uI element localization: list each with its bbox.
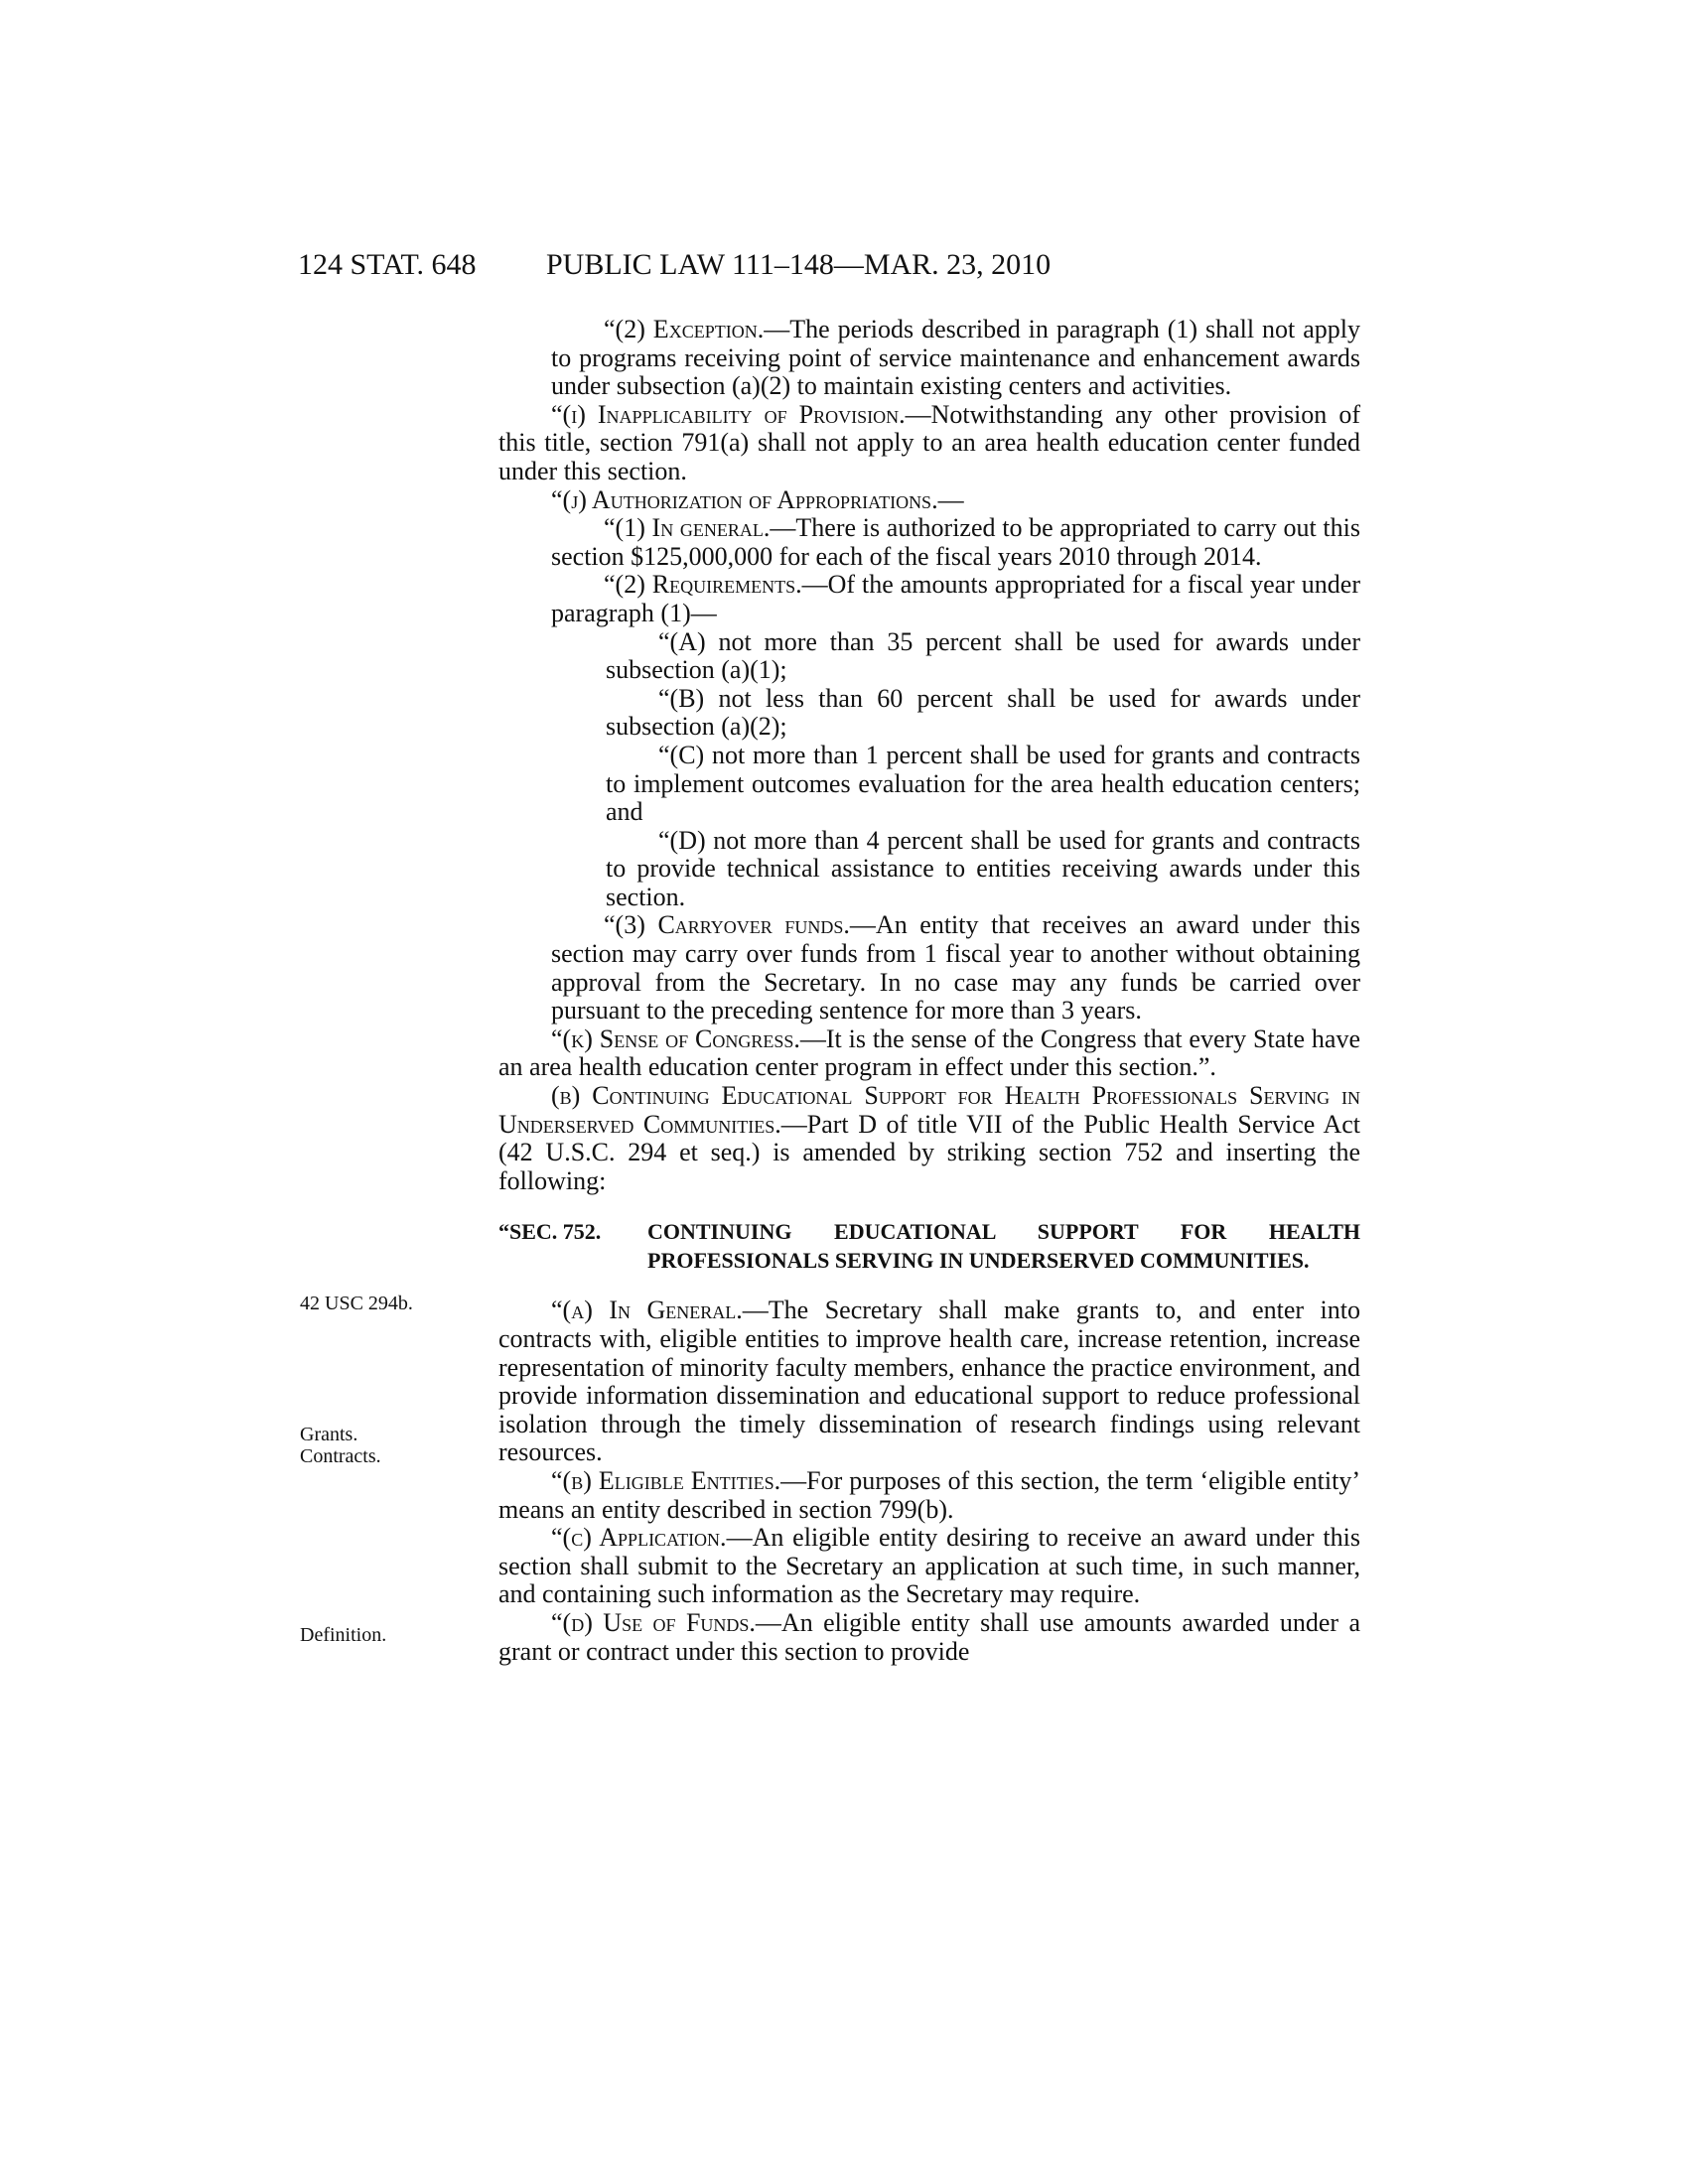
text-run: —: [937, 484, 964, 514]
section-title: CONTINUING EDUCATIONAL SUPPORT FOR HEALTH PROFESSIONALS SERVING IN UNDERSERVED COMMUNITIES.: [647, 1219, 1360, 1274]
text-run: —The Secretary shall make grants to, and enter into contracts with, eligible entities to improve health care, increase retention, increase representation of minority faculty members, enhance the practice environment, and provide information dissemination and educational support to reduce professional isolation through the timely dissemination of research findings using relevant resources.: [498, 1296, 1360, 1467]
heading-run: “(2) Requirements.: [604, 570, 802, 600]
margin-note-contracts: Contracts.: [300, 1445, 381, 1467]
heading-run: “(i) Inapplicability of Provision.: [551, 399, 906, 429]
text-run: —It is the sense of the Congress that every State have an area health education center program in effect under this section.”.: [498, 1024, 1361, 1082]
text-run: —The periods described in paragraph (1) shall not apply to programs receiving point of service maintenance and enhancement awards under subsection (a)(2) to maintain existing centers and activities.: [551, 315, 1360, 401]
paragraph-k: [498, 1025, 1360, 1082]
text-run: —An eligible entity desiring to receive an award under this section shall submit to the Secretary an application at such time, in such manner, and containing such information as the Secretary may require.: [498, 1523, 1360, 1609]
heading-run: “(a) In General.: [551, 1296, 743, 1325]
text-run: —Of the amounts appropriated for a fiscal year under paragraph (1)—: [551, 570, 1360, 627]
page-number: 124 STAT. 648: [298, 248, 477, 281]
text-run: —An eligible entity shall use amounts awarded under a grant or contract under this section to provide: [498, 1607, 1361, 1666]
paragraph-j1: [551, 514, 1360, 571]
heading-run: “(b) Eligible Entities.: [551, 1465, 781, 1495]
heading-run: “(k) Sense of Congress.: [551, 1024, 800, 1053]
heading-run: “(c) Application.: [551, 1523, 727, 1553]
text-run: —For purposes of this section, the term ‘eligible entity’ means an entity described in section 799(b).: [498, 1465, 1360, 1524]
paragraph-jD: “(D) not more than 4 percent shall be used for grants and contracts to provide technical assistance to entities receiving awards under this section.: [606, 825, 1360, 911]
text-run: —There is authorized to be appropriated to carry out this section $125,000,000 for each of the fiscal years 2010 through 2014.: [551, 513, 1360, 571]
paragraph-b2: [498, 1467, 1360, 1524]
paragraph-jA: “(A) not more than 35 percent shall be used for awards under subsection (a)(1);: [606, 626, 1360, 685]
paragraph-jB: “(B) not less than 60 percent shall be used for awards under subsection (a)(2);: [606, 683, 1360, 742]
text-run: —Part D of title VII of the Public Health Service Act (42 U.S.C. 294 et seq.) is amended by striking section 752 and inserting the following:: [498, 1109, 1360, 1195]
paragraph-a: [498, 1297, 1360, 1467]
heading-run: (b) Continuing Educational Support for Health Professionals Serving in Underserved Communities.: [498, 1081, 1360, 1139]
heading-run: “(1) In general.: [604, 513, 771, 543]
document-body: [498, 316, 1360, 1666]
heading-run: “(d) Use of Funds.: [551, 1607, 756, 1637]
text-run: —Notwithstanding any other provision of this title, section 791(a) shall not apply to an area health education center funded under this section.: [498, 399, 1360, 485]
paragraph-d: [498, 1609, 1360, 1666]
paragraph-i: [498, 401, 1360, 486]
page-header: [298, 248, 1360, 288]
paragraph-j: [498, 486, 1360, 515]
paragraph-c: [498, 1524, 1360, 1609]
paragraph-h2: [551, 316, 1360, 401]
section-heading: [498, 1217, 1360, 1275]
margin-note-grants: Grants.: [300, 1424, 358, 1445]
paragraph-jC: “(C) not more than 1 percent shall be used for grants and contracts to implement outcomes evaluation for the area health education centers; and: [606, 740, 1360, 827]
margin-note-usc: 42 USC 294b.: [300, 1293, 413, 1314]
margin-note-definition: Definition.: [300, 1624, 387, 1646]
heading-run: “(3) Carryover funds.: [604, 910, 850, 940]
paragraph-j2: [551, 571, 1360, 627]
paragraph-b: [498, 1082, 1360, 1195]
section-number: “SEC. 752.: [498, 1219, 602, 1245]
paragraph-j3: [551, 911, 1360, 1024]
heading-run: “(j) Authorization of Appropriations.: [551, 484, 938, 514]
running-title: PUBLIC LAW 111–148—MAR. 23, 2010: [546, 248, 1052, 281]
heading-run: “(2) Exception.: [604, 315, 765, 343]
text-run: —An entity that receives an award under this section may carry over funds from 1 fiscal year to another without obtaining approval from the Secretary. In no case may any funds be carried over pursuant to the preceding sentence for more than 3 years.: [551, 910, 1361, 1025]
